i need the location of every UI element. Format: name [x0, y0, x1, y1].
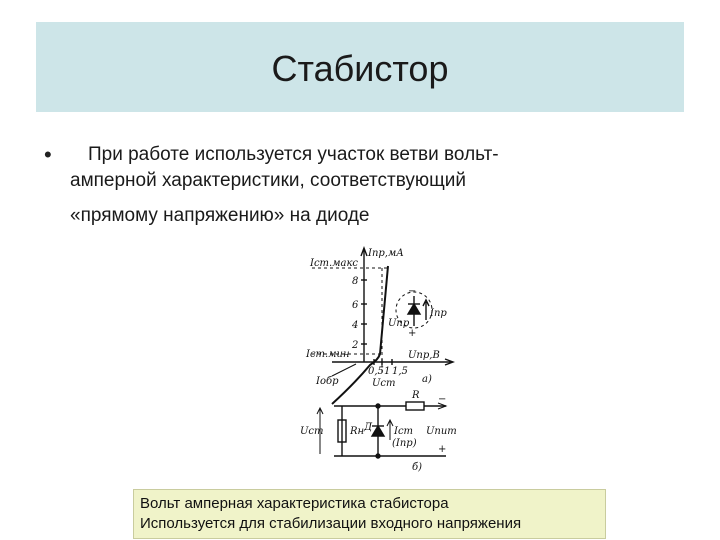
caption-line-2: Используется для стабилизации входного напряжения: [140, 515, 522, 532]
y-tick-8: 8: [352, 276, 359, 287]
x-axis-label: Uпр,В: [408, 350, 440, 361]
circuit-minus-sign: −: [438, 394, 447, 405]
circuit-i-pr-label: (Iпр): [392, 438, 417, 449]
caption-line-1: Вольт амперная характеристика стабистора: [140, 495, 449, 512]
body-line-3: «прямому напряжению» на диоде: [70, 205, 370, 226]
diode-voltage-label: Uпр: [388, 318, 410, 329]
bullet-text: [70, 144, 660, 236]
diode-label: Д: [364, 422, 373, 433]
stabistor-figure: [292, 244, 462, 474]
panel-b-label: б): [412, 462, 423, 473]
slide-title: Стабистор: [271, 48, 449, 89]
diode-current-label: Iпр: [430, 308, 447, 319]
y-tick-4: 4: [352, 320, 359, 331]
x-tick-15: 1,5: [392, 366, 408, 377]
title-banner: [36, 22, 684, 112]
resistor-r: [406, 402, 424, 410]
circuit-i-st-label: Iст: [394, 426, 414, 437]
panel-a-label: а): [422, 374, 432, 385]
i-min-label: Iст.мин: [306, 349, 350, 360]
body-line-2: амперной характеристики, соответствующий: [70, 170, 466, 191]
diode-symbol: [372, 426, 384, 436]
y-axis-label: Iпр,мА: [368, 248, 404, 259]
y-tick-6: 6: [352, 300, 359, 311]
r-label: R: [412, 390, 420, 401]
u-pit-label: Uпит: [426, 426, 457, 437]
bullet-marker: •: [44, 142, 52, 167]
figure-caption: [133, 489, 606, 539]
i-max-label: Iст.макс: [310, 258, 359, 269]
x-tick-05: 0,5: [368, 366, 384, 377]
circuit-plus-sign: +: [438, 444, 447, 455]
minus-sign-top: −: [408, 286, 417, 297]
y-tick-2: 2: [352, 340, 359, 351]
plus-sign-top: +: [408, 328, 417, 339]
body-line-1: При работе используется участок ветви вольт-: [88, 144, 499, 165]
u-st-label: Uст: [372, 378, 396, 389]
x-tick-1: 1: [384, 366, 391, 377]
circuit-u-st-label: Uст: [300, 426, 324, 437]
load-label: Rн: [350, 426, 365, 437]
i-rev-label: Iобр: [316, 376, 339, 387]
